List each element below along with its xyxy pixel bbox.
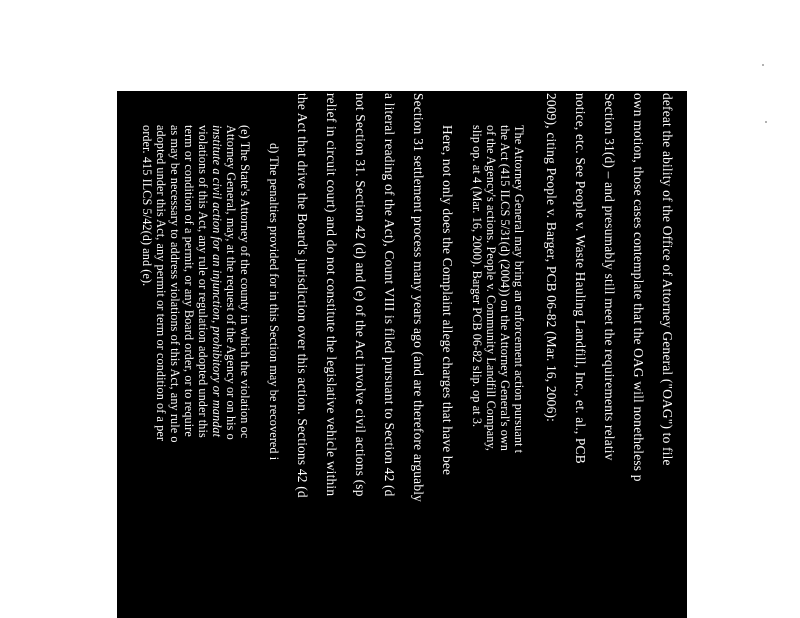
quote-line: the Act (415 ILCS 5/31(d) (2004)) on the Attorney General's own — [498, 125, 512, 451]
body-line: Section 31(d) – and presumably still meet the requirements relativ — [602, 93, 617, 461]
body-line: Section 31 settlement process many years ago (and are therefore arguably — [411, 93, 426, 503]
quote-line: term or condition of a permit, or any Board order, or to require — [182, 125, 196, 437]
body-line: own motion, those cases contemplate that the OAG will nonetheless p — [631, 93, 646, 482]
body-line: notice, etc. See People v. Waste Hauling Landfill, Inc., et. al., PCB — [573, 93, 588, 464]
quote-line: order. 415 ILCS 5/42(d) and (e). — [140, 125, 154, 287]
quote-line: Attorney General, may, at the request of the Agency or on his o — [224, 125, 238, 440]
body-line: a literal reading of the Act), Count VIII is filed pursuant to Section 42 (d — [382, 93, 397, 497]
quote-line: adopted under this Act, any permit or term or condition of a per — [154, 125, 168, 442]
body-line: defeat the ability of the Office of Attorney General ("OAG") to file — [660, 93, 675, 466]
body-line: not Section 31. Section 42 (d) and (e) of the Act involve civil actions (sp — [353, 93, 368, 497]
scan-speck — [762, 64, 764, 66]
scan-speck — [765, 121, 767, 123]
document-text-block — [117, 91, 687, 618]
quote-line: d) The penalties provided for in this Section may be recovered i — [267, 143, 281, 461]
quote-line: violations of this Act, any rule or regulation adopted under this — [196, 125, 210, 438]
body-line: relief in circuit court) and do not constitute the legislative vehicle within — [324, 93, 339, 497]
quote-line: as may be necessary to address violations of this Act, any rule o — [168, 125, 182, 443]
quote-line: The Attorney General may bring an enforcement action pursuant t — [512, 125, 526, 454]
quote-line: institute a civil action for an injunction, prohibitory or mandat — [210, 125, 224, 438]
body-line: 2009), citing People v. Barger, PCB 06-82 (Mar. 16, 2006): — [544, 93, 559, 423]
quote-line: slip op. at 4 (Mar. 16, 2000). Barger PCB 06-82 slip. op at 3. — [470, 125, 484, 428]
body-line: the Act that drive the Board's jurisdiction over this action. Sections 42 (d — [295, 93, 310, 498]
quote-line: (e) The State's Attorney of the county in which the violation oc — [238, 125, 252, 439]
body-line: Here, not only does the Complaint allege charges that have bee — [440, 125, 455, 476]
document-page — [117, 91, 687, 618]
quote-line: of the Agency's actions. People v. Community Landfill Company, — [484, 125, 498, 452]
